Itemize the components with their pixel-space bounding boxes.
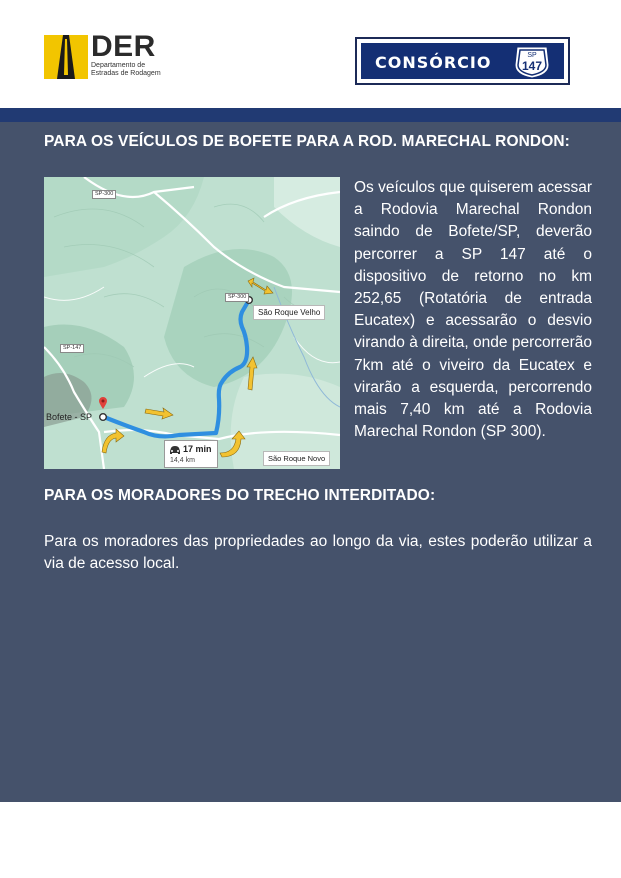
shield-number-text: 147 <box>521 59 543 73</box>
sp-shield-icon <box>513 45 551 79</box>
corner-place-label: São Roque Novo <box>263 451 330 466</box>
page-header <box>0 0 621 108</box>
road-logo-icon <box>44 35 88 79</box>
car-icon <box>169 445 181 455</box>
der-title: DER <box>91 30 156 63</box>
map-canvas <box>44 177 340 469</box>
road-tag-sp147: SP-147 <box>60 344 84 353</box>
route-heading: PARA OS VEÍCULOS DE BOFETE PARA A ROD. MARECHAL RONDON: <box>44 133 570 150</box>
shield-sp-text: SP <box>527 52 537 59</box>
road-tag-sp300-right: SP-300 <box>225 293 249 302</box>
der-subtitle: Departamento de Estradas de Rodagem <box>91 62 161 77</box>
destination-callout: São Roque Velho <box>253 305 325 320</box>
consorcio-label: CONSÓRCIO <box>375 53 492 72</box>
travel-distance: 14,4 km <box>170 457 195 464</box>
header-stripe <box>0 108 621 122</box>
origin-label: Bofete - SP <box>46 412 93 422</box>
route-description: Os veículos que quiserem acessar a Rodovia Marechal Rondon saindo de Bofete/SP, deverão percorrer a SP 147 até o dispositivo de retorno no km 252,65 (Rotatória de entrada Eucatex) e acessarão o desvio virando à direita, onde percorrerão 7km até o viveiro da Eucatex e virarão a esquerda, percorrendo mais 7,40 km até a Rodovia Marechal Rondon (SP 300). <box>354 179 592 441</box>
travel-time-box <box>164 440 218 468</box>
der-logo <box>44 30 174 81</box>
content-panel <box>0 122 621 802</box>
residents-description: Para os moradores das propriedades ao longo da via, estes poderão utilizar a via de acesso local. <box>44 533 592 573</box>
travel-duration: 17 min <box>183 444 212 454</box>
residents-heading: PARA OS MORADORES DO TRECHO INTERDITADO: <box>44 487 436 504</box>
route-map[interactable] <box>44 177 340 469</box>
road-tag-sp300-top: SP-300 <box>92 190 116 199</box>
consorcio-badge <box>360 42 565 80</box>
consorcio-logo <box>355 37 570 85</box>
